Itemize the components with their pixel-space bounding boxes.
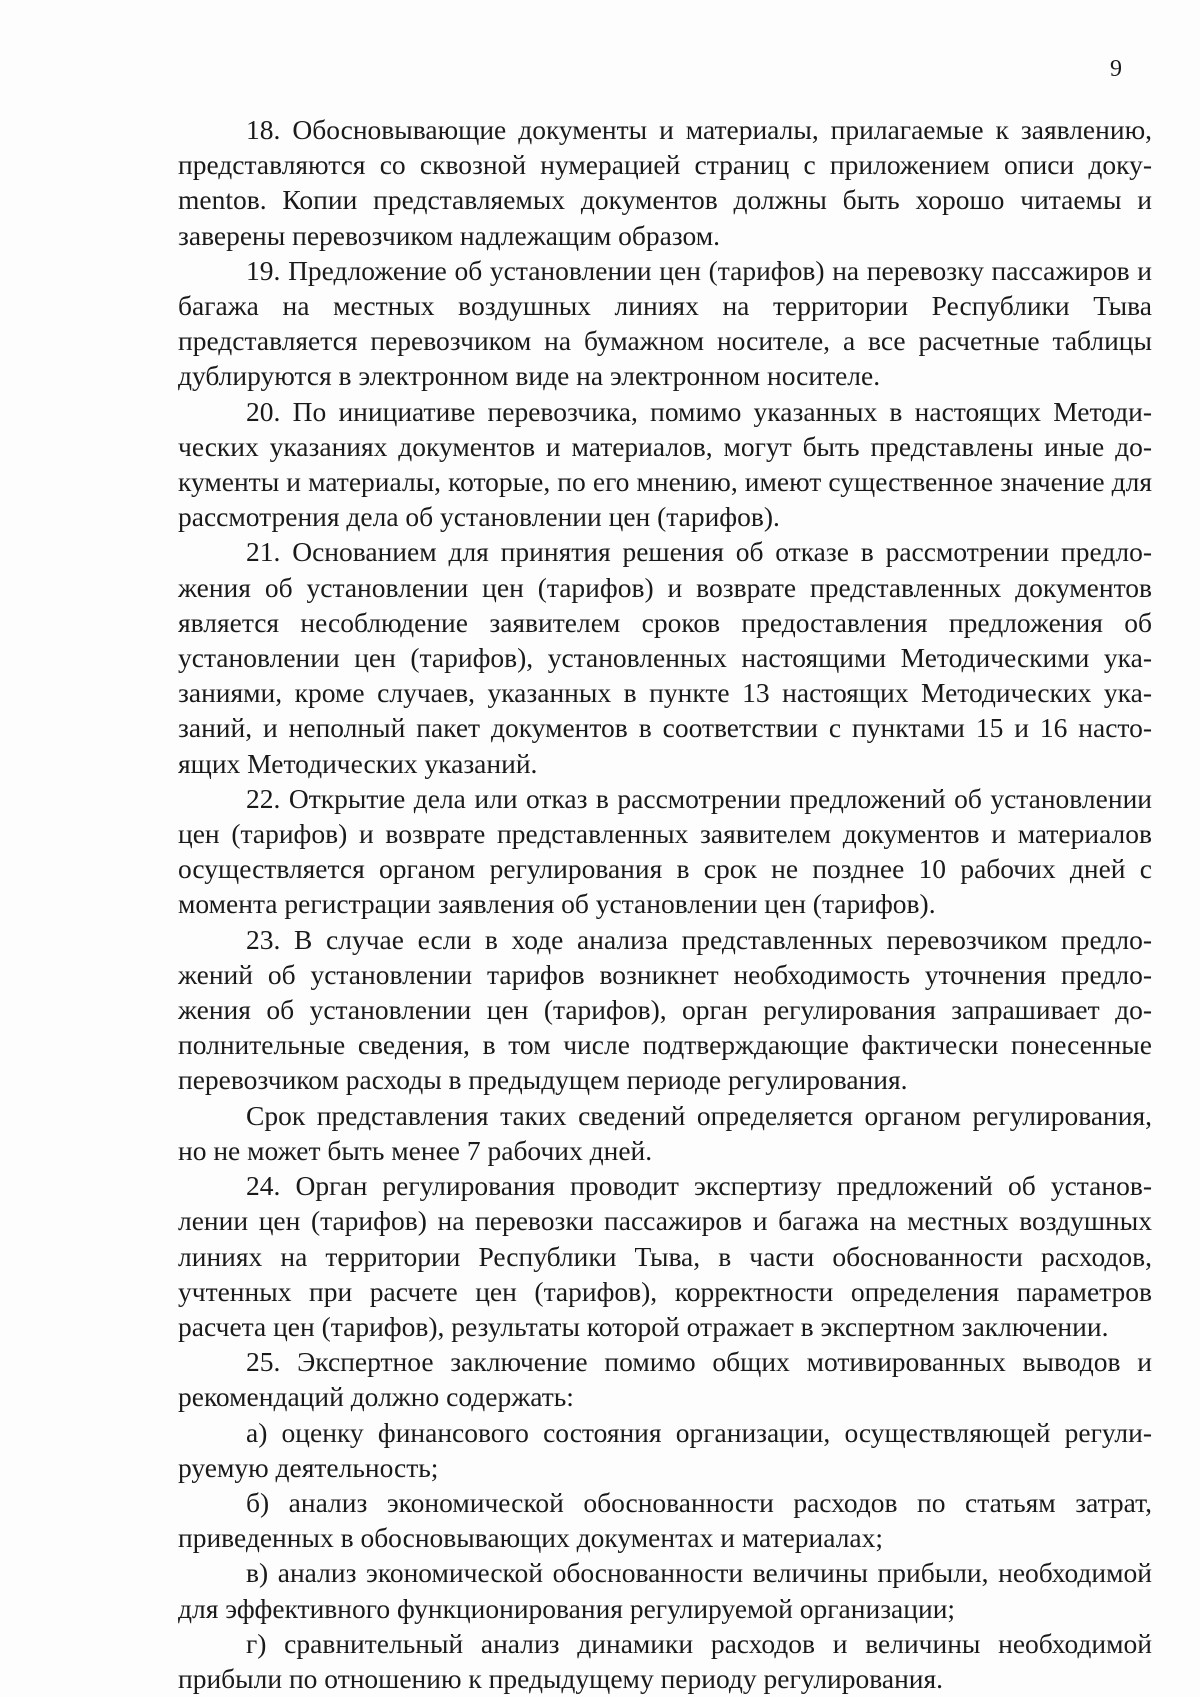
- paragraph-24: 24. Орган регулирования проводит экспертизу предложений об установлении цен (тарифов) на перевозки пассажиров и багажа на местных воздушных линиях на территории Республики Тыва, в части обоснованности расходов, учтенных при расчете цен (тарифов), корректности определения параметров расчета цен (тарифов), результаты которой отражает в экспертном заключении.: [178, 1170, 1152, 1342]
- list-item-a: а) оценку финансового состояния организации, осуществляющей регулируемую деятельность;: [178, 1416, 1152, 1483]
- paragraph-19: 19. Предложение об установлении цен (тарифов) на перевозку пассажиров и багажа на местных воздушных линиях на территории Республики Тыва представляется перевозчиком на бумажном носителе, а все расчетные таблицы дублируются в электронном виде на электронном носителе.: [178, 254, 1152, 392]
- paragraph-22: 22. Открытие дела или отказ в рассмотрении предложений об установлении цен (тарифов) и возврате представленных заявителем документов и материалов осуществляется органом регулирования в срок не позднее 10 рабочих дней с момента регистрации заявления об установлении цен (тарифов).: [178, 782, 1152, 920]
- document-body: [178, 112, 1152, 1696]
- paragraph-20: 20. По инициативе перевозчика, помимо указанных в настоящих Методических указаниях документов и материалов, могут быть представлены иные документы и материалы, которые, по его мнению, имеют существенное значение для рассмотрения дела об установлении цен (тарифов).: [178, 395, 1152, 533]
- page-number: 9: [1110, 56, 1122, 82]
- paragraph-23: 23. В случае если в ходе анализа представленных перевозчиком предложений об установлении тарифов возникнет необходимость уточнения предложения об установлении цен (тарифов), орган регулирования запрашивает дополнительные сведения, в том числе подтверждающие фактически понесенные перевозчиком расходы в предыдущем периоде регулирования.: [178, 923, 1152, 1096]
- list-item-v: в) анализ экономической обоснованности величины прибыли, необходимой для эффективного функционирования регулируемой организации;: [178, 1557, 1152, 1624]
- list-item-b: б) анализ экономической обоснованности расходов по статьям затрат, приведенных в обосновывающих документах и материалах;: [178, 1486, 1152, 1554]
- paragraph-18: 18. Обосновывающие документы и материалы, прилагаемые к заявлению, представляются со сквозной нумерацией страниц с приложением описи докуmentов. Копии представляемых документов должны быть хорошо читаемы и заверены перевозчиком надлежащим образом.: [178, 114, 1152, 251]
- paragraph-25: 25. Экспертное заключение помимо общих мотивированных выводов и рекомендаций должно содержать:: [178, 1346, 1152, 1413]
- paragraph-23-term: Срок представления таких сведений определяется органом регулирования, но не может быть менее 7 рабочих дней.: [178, 1099, 1152, 1166]
- list-item-g: г) сравнительный анализ динамики расходов и величины необходимой прибыли по отношению к предыдущему периоду регулирования.: [178, 1627, 1152, 1694]
- paragraph-21: 21. Основанием для принятия решения об отказе в рассмотрении предложения об установлении цен (тарифов) и возврате представленных документов является несоблюдение заявителем сроков предоставления предложения об установлении цен (тарифов), установленных настоящими Методическими указаниями, кроме случаев, указанных в пункте 13 настоящих Методических указаний, и неполный пакет документов в соответствии с пунктами 15 и 16 настоящих Методических указаний.: [178, 536, 1152, 779]
